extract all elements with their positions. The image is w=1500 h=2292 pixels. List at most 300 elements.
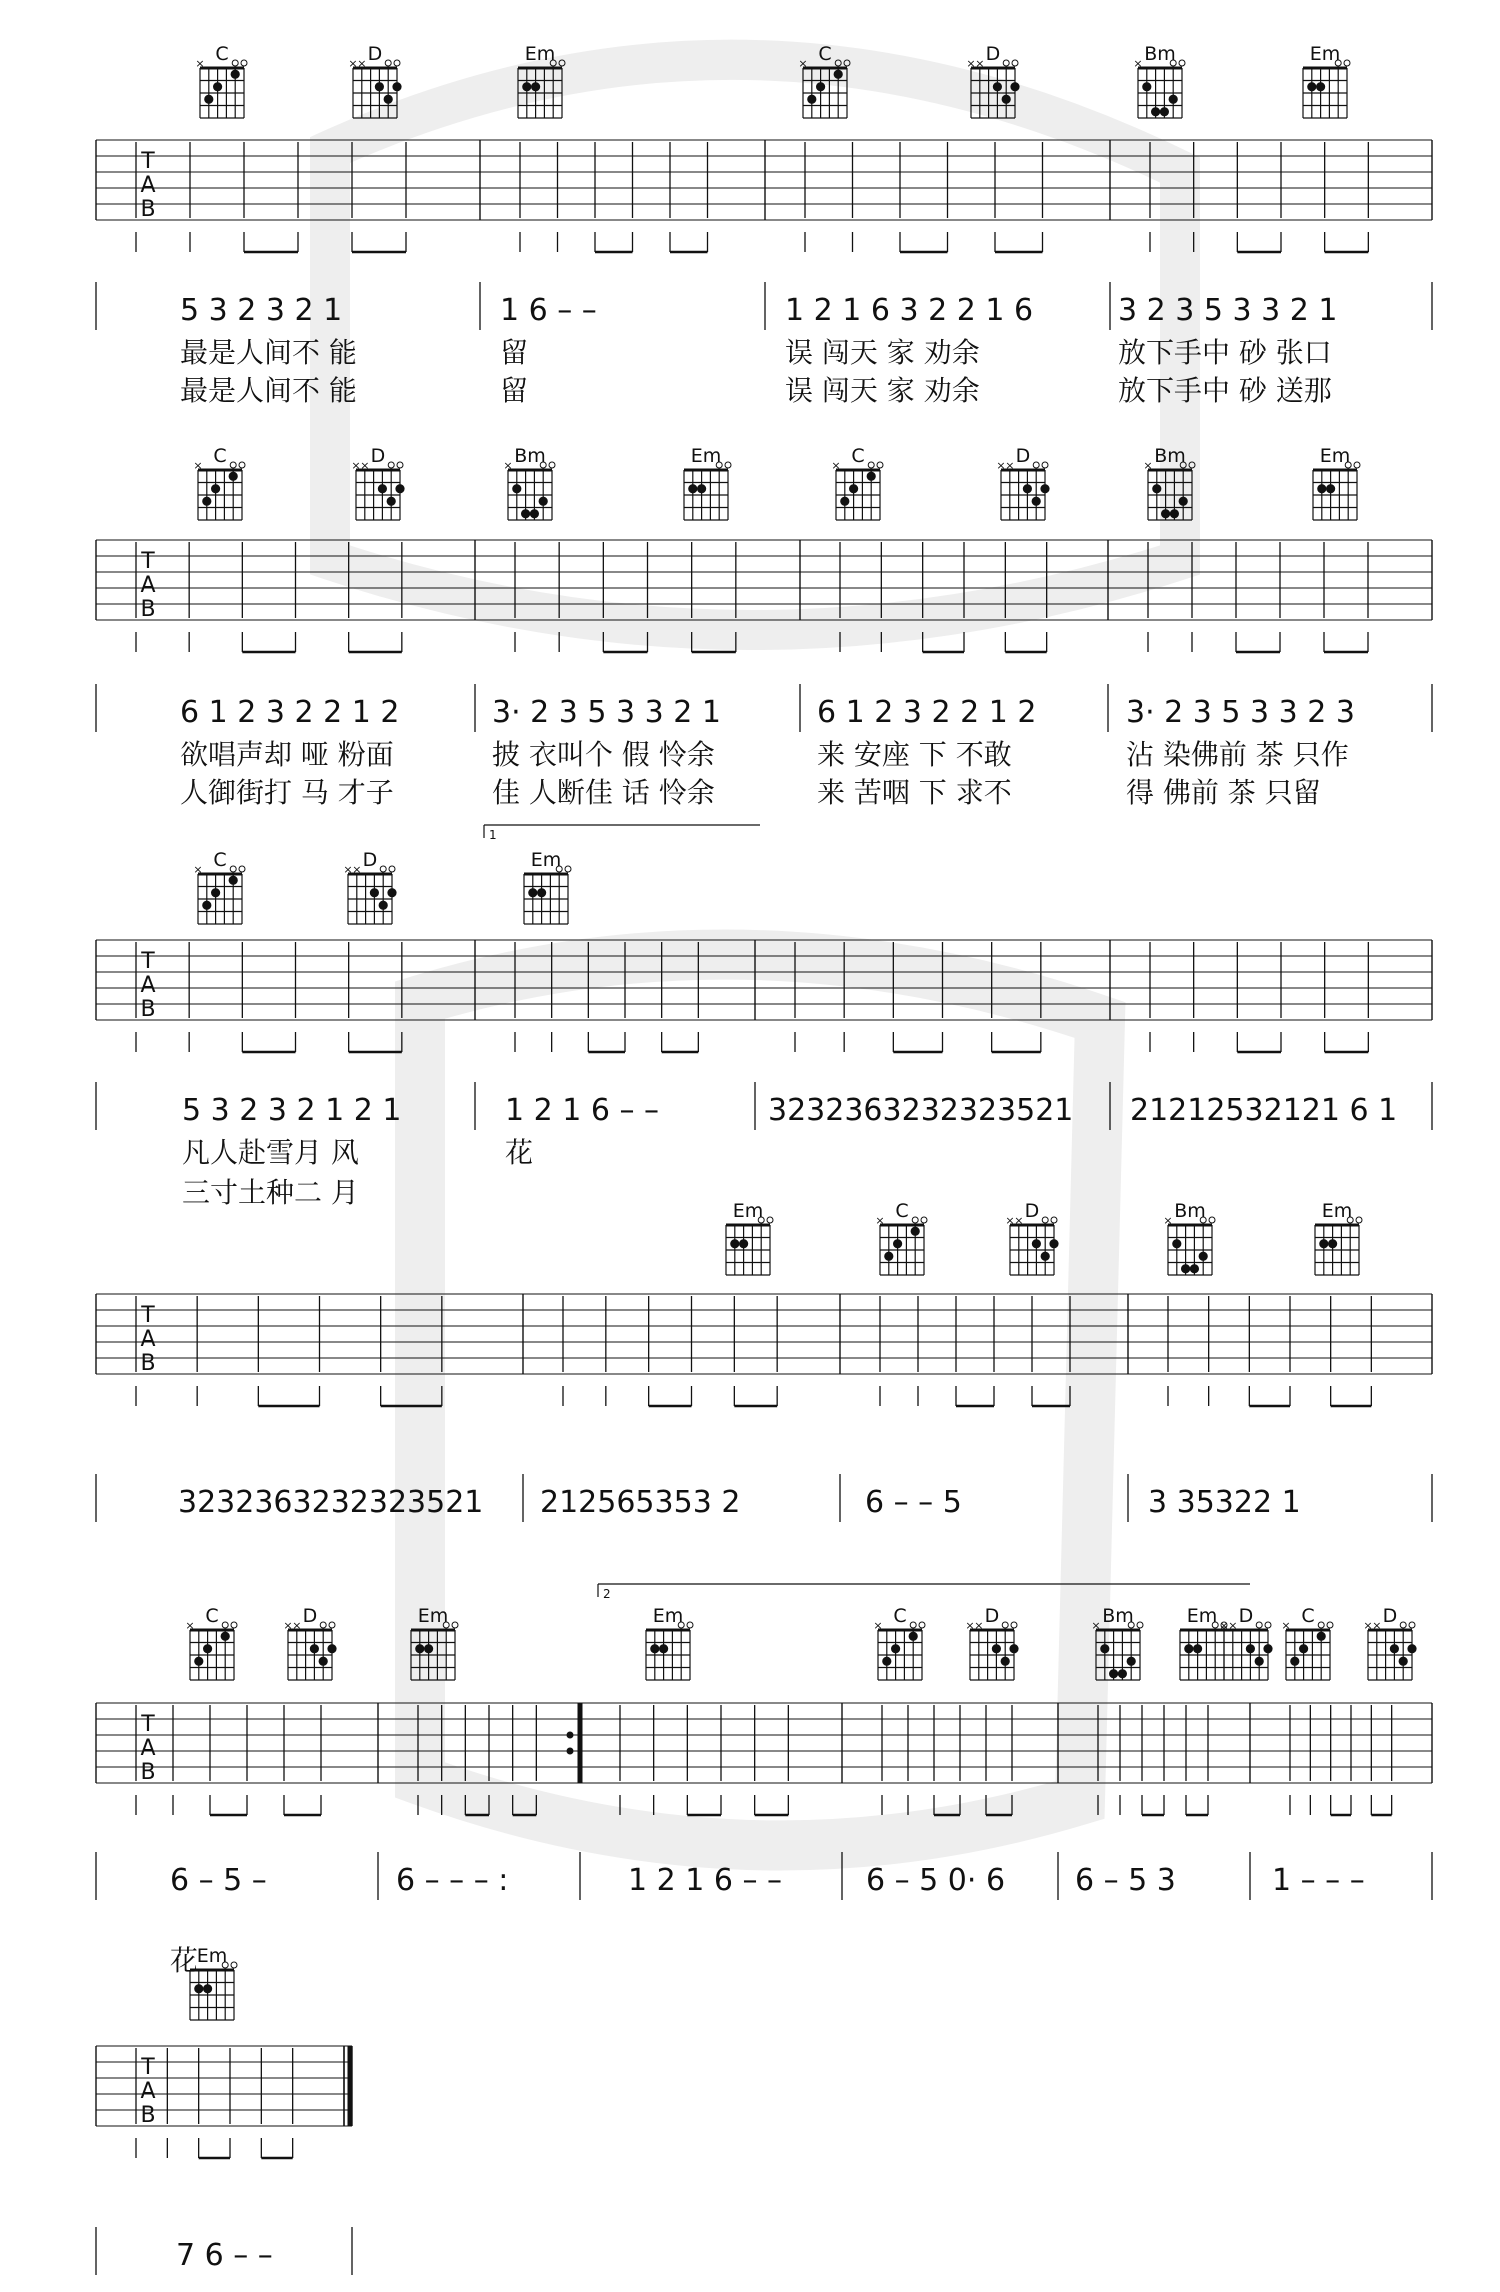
finger-dot	[537, 888, 546, 897]
chord-diagram-em	[1180, 1605, 1227, 1680]
tab-clef-b: B	[140, 2103, 156, 2128]
mute-mark: ×	[798, 57, 808, 70]
open-string	[380, 866, 386, 872]
open-string	[877, 462, 883, 468]
chord-diagram-em	[1303, 43, 1350, 118]
finger-dot	[1199, 1252, 1208, 1261]
finger-dot	[1317, 484, 1326, 493]
finger-dot	[993, 82, 1002, 91]
tab-clef-b: B	[140, 997, 156, 1022]
chord-name: C	[213, 445, 227, 467]
finger-dot	[202, 497, 211, 506]
lyric-line-1: 沾 染佛前 茶 只作	[1126, 738, 1349, 771]
mute-mark: ×	[1363, 1619, 1373, 1632]
open-string	[452, 1622, 458, 1628]
chord-name: D	[1015, 445, 1031, 467]
watermark-arc	[330, 60, 1180, 630]
lyric-line-1: 欲唱声却 哑 粉面	[180, 738, 394, 771]
tab-clef-b: B	[140, 197, 156, 222]
open-string	[1012, 60, 1018, 66]
numbered-notation: 6 – 5 0· 6	[866, 1863, 1006, 1898]
numbered-notation: 3232363232323521	[768, 1093, 1074, 1128]
numbered-notation: 21212532121 6 1	[1130, 1093, 1398, 1128]
finger-dot	[909, 1632, 918, 1641]
finger-dot	[194, 1657, 203, 1666]
open-string	[1051, 1217, 1057, 1223]
tab-staff-4	[96, 1703, 1432, 1815]
mute-mark: ×	[343, 863, 353, 876]
finger-dot	[1169, 95, 1178, 104]
mute-mark: ×	[357, 57, 367, 70]
finger-dot	[688, 484, 697, 493]
chord-name: Em	[1186, 1605, 1218, 1627]
lyric-line-2: 佳 人断佳 话 怜余	[492, 776, 715, 809]
tab-clef-t: T	[141, 549, 155, 574]
chord-name: Em	[417, 1605, 449, 1627]
open-string	[1318, 1622, 1324, 1628]
chord-diagram-c	[1281, 1605, 1333, 1680]
finger-dot	[1319, 1239, 1328, 1248]
mute-mark: ×	[193, 459, 203, 472]
chord-name: C	[205, 1605, 219, 1627]
open-string	[241, 60, 247, 66]
finger-dot	[1184, 1644, 1193, 1653]
numbered-notation: 1 2 1 6 – –	[628, 1863, 783, 1898]
numbered-notation: 7 6 – –	[176, 2238, 273, 2273]
chord-name: Em	[1321, 1200, 1353, 1222]
finger-dot	[1160, 107, 1169, 116]
chord-diagram-c	[193, 445, 245, 520]
finger-dot	[849, 484, 858, 493]
open-string	[329, 1622, 335, 1628]
chord-diagram-c	[185, 1605, 237, 1680]
watermark-shape	[417, 955, 1100, 1846]
open-string	[1137, 1622, 1143, 1628]
chord-name: D	[1238, 1605, 1254, 1627]
mute-mark: ×	[1014, 1214, 1024, 1227]
finger-dot	[1127, 1657, 1136, 1666]
numbered-notation: 1 – – –	[1272, 1863, 1365, 1898]
finger-dot	[522, 82, 531, 91]
chord-diagram-em	[1315, 1200, 1362, 1275]
open-string	[1003, 60, 1009, 66]
mute-mark: ×	[1143, 459, 1153, 472]
open-string	[1209, 1217, 1215, 1223]
open-string	[912, 1217, 918, 1223]
chord-diagram-c	[875, 1200, 927, 1275]
mute-mark: ×	[1372, 1619, 1382, 1632]
finger-dot	[539, 497, 548, 506]
chord-name: Em	[732, 1200, 764, 1222]
mute-mark: ×	[975, 57, 985, 70]
finger-dot	[884, 1252, 893, 1261]
finger-dot	[1151, 107, 1160, 116]
tab-clef-a: A	[140, 1327, 156, 1352]
finger-dot	[203, 1644, 212, 1653]
finger-dot	[1299, 1644, 1308, 1653]
chord-diagram-bm	[1163, 1200, 1215, 1275]
chord-diagram-em	[684, 445, 731, 520]
mute-mark: ×	[875, 1214, 885, 1227]
finger-dot	[816, 82, 825, 91]
tab-clef-t: T	[141, 1712, 155, 1737]
tab-clef-b: B	[140, 1351, 156, 1376]
chord-diagram-bm	[1133, 43, 1185, 118]
chord-name: C	[818, 43, 832, 65]
finger-dot	[1032, 1239, 1041, 1248]
finger-dot	[1118, 1669, 1127, 1678]
lyric-line-2: 来 苦咽 下 求不	[817, 776, 1012, 809]
finger-dot	[387, 497, 396, 506]
tab-clef-t: T	[141, 2055, 155, 2080]
open-string	[1400, 1622, 1406, 1628]
finger-dot	[211, 484, 220, 493]
chord-name: Em	[530, 849, 562, 871]
notation-text	[96, 282, 1432, 2275]
finger-dot	[1316, 82, 1325, 91]
numbered-notation: 212565353 2	[540, 1485, 741, 1520]
lyric-line-1: 花	[505, 1136, 534, 1169]
mute-mark: ×	[292, 1619, 302, 1632]
numbered-notation: 6 – 5 –	[170, 1863, 267, 1898]
finger-dot	[194, 1984, 203, 1993]
open-string	[385, 60, 391, 66]
chord-name: Bm	[1154, 445, 1186, 467]
finger-dot	[730, 1239, 739, 1248]
finger-dot	[1040, 484, 1049, 493]
finger-dot	[1307, 82, 1316, 91]
notation-row-1	[96, 684, 1432, 809]
chord-name: D	[985, 43, 1001, 65]
chord-diagram-em	[524, 849, 571, 924]
chord-name: Bm	[1102, 1605, 1134, 1627]
open-string	[1033, 462, 1039, 468]
numbered-notation: 6 – – – :	[396, 1863, 509, 1898]
chord-name: D	[1382, 1605, 1398, 1627]
numbered-notation: 1 2 1 6 – –	[505, 1093, 660, 1128]
lyric-line-2: 最是人间不 能	[180, 374, 357, 407]
chord-name: Em	[690, 445, 722, 467]
mute-mark: ×	[352, 863, 362, 876]
open-string	[1179, 60, 1185, 66]
open-string	[1409, 1622, 1415, 1628]
finger-dot	[1317, 1632, 1326, 1641]
finger-dot	[1002, 95, 1011, 104]
finger-dot	[1407, 1644, 1416, 1653]
tab-clef-t: T	[141, 1303, 155, 1328]
open-string	[1265, 1622, 1271, 1628]
finger-dot	[392, 82, 401, 91]
repeat-dot	[567, 1732, 574, 1739]
finger-dot	[882, 1657, 891, 1666]
finger-dot	[229, 472, 238, 481]
mute-mark: ×	[1281, 1619, 1291, 1632]
finger-dot	[891, 1644, 900, 1653]
chord-name: Bm	[1174, 1200, 1206, 1222]
volta-number: 1	[489, 828, 497, 842]
chord-diagram-d	[965, 1605, 1018, 1680]
open-string	[230, 866, 236, 872]
mute-mark: ×	[1219, 1619, 1229, 1632]
finger-dot	[1255, 1657, 1264, 1666]
chord-name: C	[895, 1200, 909, 1222]
finger-dot	[1010, 82, 1019, 91]
tab-clef-b: B	[140, 1760, 156, 1785]
finger-dot	[1326, 484, 1335, 493]
chord-name: Em	[524, 43, 556, 65]
tab-clef-a: A	[140, 1736, 156, 1761]
mute-mark: ×	[360, 459, 370, 472]
lyric-line-2: 放下手中 砂 送那	[1118, 374, 1332, 407]
finger-dot	[512, 484, 521, 493]
mute-mark: ×	[1228, 1619, 1238, 1632]
chord-name: Em	[1319, 445, 1351, 467]
mute-mark: ×	[873, 1619, 883, 1632]
finger-dot	[204, 95, 213, 104]
chord-name: C	[215, 43, 229, 65]
chord-name: D	[1024, 1200, 1040, 1222]
notation-row-2	[96, 1082, 1432, 1209]
finger-dot	[911, 1227, 920, 1236]
notation-row-4	[96, 1852, 1432, 1977]
lyric-line-1: 花	[170, 1944, 199, 1977]
finger-dot	[221, 1632, 230, 1641]
finger-dot	[395, 484, 404, 493]
open-string	[231, 1622, 237, 1628]
open-string	[1042, 1217, 1048, 1223]
tab-clef-b: B	[140, 597, 156, 622]
finger-dot	[840, 497, 849, 506]
finger-dot	[1179, 497, 1188, 506]
open-string	[1327, 1622, 1333, 1628]
chord-diagram-em	[726, 1200, 773, 1275]
open-string	[921, 1217, 927, 1223]
open-string	[549, 462, 555, 468]
mute-mark: ×	[195, 57, 205, 70]
finger-dot	[1041, 1252, 1050, 1261]
finger-dot	[1032, 497, 1041, 506]
finger-dot	[379, 901, 388, 910]
open-string	[230, 462, 236, 468]
open-string	[1002, 1622, 1008, 1628]
chord-name: D	[984, 1605, 1000, 1627]
tab-staff-3	[96, 1294, 1432, 1406]
chord-diagram-d	[343, 849, 396, 924]
finger-dot	[1142, 82, 1151, 91]
tab-clef-a: A	[140, 573, 156, 598]
chord-name: C	[1301, 1605, 1315, 1627]
chord-diagram-em	[518, 43, 565, 118]
open-string	[1011, 1622, 1017, 1628]
chord-diagram-c	[831, 445, 883, 520]
mute-mark: ×	[1091, 1619, 1101, 1632]
chord-diagram-em	[1313, 445, 1360, 520]
numbered-notation: 3232363232323521	[178, 1485, 484, 1520]
lyric-line-1: 留	[500, 336, 529, 369]
chord-diagram-em	[646, 1605, 693, 1680]
numbered-notation: 6 1 2 3 2 2 1 2	[180, 695, 400, 730]
numbered-notation: 1 2 1 6 3 2 2 1 6	[785, 293, 1034, 328]
finger-dot	[521, 509, 530, 518]
mute-mark: ×	[348, 57, 358, 70]
tab-clef-t: T	[141, 149, 155, 174]
finger-dot	[1100, 1644, 1109, 1653]
chord-name: Em	[652, 1605, 684, 1627]
finger-dot	[213, 82, 222, 91]
finger-dot	[203, 1984, 212, 1993]
finger-dot	[530, 509, 539, 518]
numbered-notation: 3· 2 3 5 3 3 2 1	[492, 695, 721, 730]
chord-diagram-d	[351, 445, 404, 520]
open-string	[565, 866, 571, 872]
finger-dot	[229, 876, 238, 885]
chord-diagram-c	[195, 43, 247, 118]
finger-dot	[319, 1657, 328, 1666]
finger-dot	[387, 888, 396, 897]
open-string	[1042, 462, 1048, 468]
tab-staff-5	[96, 2046, 352, 2158]
chord-name: D	[362, 849, 378, 871]
lyric-line-2: 误 闯天 家 劝余	[785, 374, 980, 407]
mute-mark: ×	[193, 863, 203, 876]
lyric-line-2: 三寸土种二 月	[182, 1176, 359, 1209]
numbered-notation: 3 35322 1	[1148, 1485, 1301, 1520]
open-string	[388, 462, 394, 468]
numbered-notation: 6 – 5 3	[1075, 1863, 1176, 1898]
chord-diagram-d	[283, 1605, 336, 1680]
notation-row-5	[96, 2227, 352, 2275]
open-string	[919, 1622, 925, 1628]
finger-dot	[1001, 1657, 1010, 1666]
tab-staff-0	[96, 140, 1432, 252]
chord-name: C	[213, 849, 227, 871]
chord-name: Bm	[1144, 43, 1176, 65]
mute-mark: ×	[185, 1619, 195, 1632]
chord-diagram-d	[996, 445, 1049, 520]
lyric-line-1: 放下手中 砂 张口	[1118, 336, 1332, 369]
open-string	[910, 1622, 916, 1628]
open-string	[231, 1962, 237, 1968]
mute-mark: ×	[996, 459, 1006, 472]
mute-mark: ×	[1005, 459, 1015, 472]
mute-mark: ×	[831, 459, 841, 472]
tab-clef-a: A	[140, 2079, 156, 2104]
chord-diagram-d	[1005, 1200, 1058, 1275]
finger-dot	[1390, 1644, 1399, 1653]
open-string	[394, 60, 400, 66]
open-string	[1344, 60, 1350, 66]
open-string	[389, 866, 395, 872]
lyric-line-2: 留	[500, 374, 529, 407]
chord-diagram-c	[193, 849, 245, 924]
lyric-line-1: 最是人间不 能	[180, 336, 357, 369]
open-string	[320, 1622, 326, 1628]
finger-dot	[867, 472, 876, 481]
chord-name: D	[302, 1605, 318, 1627]
numbered-notation: 1 6 – –	[500, 293, 597, 328]
open-string	[232, 60, 238, 66]
chord-name: D	[370, 445, 386, 467]
mute-mark: ×	[974, 1619, 984, 1632]
finger-dot	[1263, 1644, 1272, 1653]
numbered-notation: 5 3 2 3 2 1 2 1	[182, 1093, 402, 1128]
mute-mark: ×	[283, 1619, 293, 1632]
open-string	[1356, 1217, 1362, 1223]
chord-name: Em	[1309, 43, 1341, 65]
finger-dot	[384, 95, 393, 104]
chord-diagram-d	[1363, 1605, 1416, 1680]
finger-dot	[1109, 1669, 1118, 1678]
lyric-line-1: 来 安座 下 不敢	[817, 738, 1012, 771]
tab-clef-a: A	[140, 973, 156, 998]
open-string	[222, 1622, 228, 1628]
numbered-notation: 3 2 3 5 3 3 2 1	[1118, 293, 1338, 328]
tab-clef-t: T	[141, 949, 155, 974]
finger-dot	[1049, 1239, 1058, 1248]
finger-dot	[659, 1644, 668, 1653]
mute-mark: ×	[966, 57, 976, 70]
mute-mark: ×	[351, 459, 361, 472]
chord-name: D	[367, 43, 383, 65]
finger-dot	[1170, 509, 1179, 518]
finger-dot	[415, 1644, 424, 1653]
finger-dot	[378, 484, 387, 493]
finger-dot	[424, 1644, 433, 1653]
finger-dot	[231, 70, 240, 79]
finger-dot	[807, 95, 816, 104]
open-string	[868, 462, 874, 468]
open-string	[397, 462, 403, 468]
finger-dot	[1399, 1657, 1408, 1666]
chord-diagram-c	[873, 1605, 925, 1680]
lyric-line-1: 误 闯天 家 劝余	[785, 336, 980, 369]
finger-dot	[211, 888, 220, 897]
open-string	[239, 462, 245, 468]
notation-row-0	[96, 282, 1432, 407]
finger-dot	[1161, 509, 1170, 518]
open-string	[725, 462, 731, 468]
chord-diagram-bm	[503, 445, 555, 520]
volta-number: 2	[603, 1587, 611, 1601]
numbered-notation: 6 – – 5	[865, 1485, 962, 1520]
numbered-notation: 3· 2 3 5 3 3 2 3	[1126, 695, 1355, 730]
finger-dot	[310, 1644, 319, 1653]
finger-dot	[1328, 1239, 1337, 1248]
mute-mark: ×	[1133, 57, 1143, 70]
finger-dot	[1172, 1239, 1181, 1248]
mute-mark: ×	[965, 1619, 975, 1632]
finger-dot	[1009, 1644, 1018, 1653]
lyric-line-2: 得 佛前 茶 只留	[1126, 776, 1321, 809]
mute-mark: ×	[1005, 1214, 1015, 1227]
open-string	[239, 866, 245, 872]
chord-name: Bm	[514, 445, 546, 467]
chord-name: Em	[196, 1945, 228, 1967]
finger-dot	[1290, 1657, 1299, 1666]
finger-dot	[1023, 484, 1032, 493]
open-string	[1354, 462, 1360, 468]
finger-dot	[1246, 1644, 1255, 1653]
chord-diagram-d	[1219, 1605, 1272, 1680]
lyric-line-2: 人御街打 马 才子	[180, 776, 394, 809]
repeat-dot	[567, 1748, 574, 1755]
numbered-notation: 6 1 2 3 2 2 1 2	[817, 695, 1037, 730]
open-string	[1256, 1622, 1262, 1628]
tab-clef-a: A	[140, 173, 156, 198]
finger-dot	[650, 1644, 659, 1653]
lyric-line-1: 披 衣叫个 假 怜余	[492, 738, 715, 771]
finger-dot	[739, 1239, 748, 1248]
